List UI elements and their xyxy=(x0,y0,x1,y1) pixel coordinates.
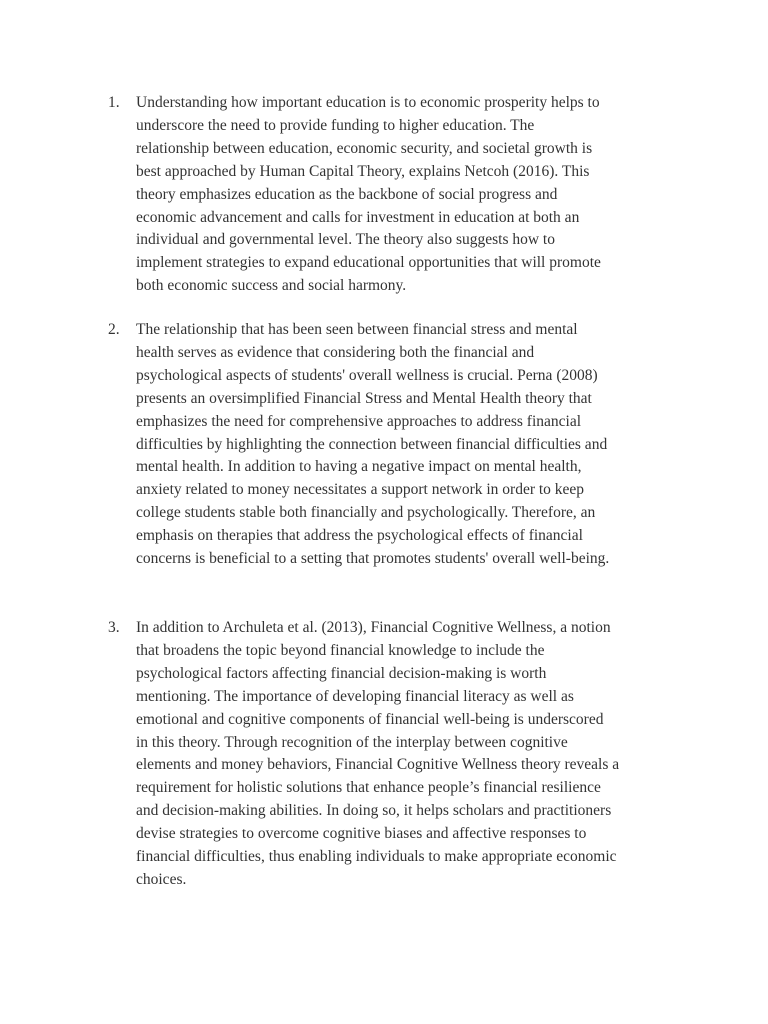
text-line: relationship between education, economic security, and societal growth is xyxy=(136,139,593,157)
text-line: health serves as evidence that considering both the financial and xyxy=(136,343,535,361)
text-line: theory emphasizes education as the backbone of social progress and xyxy=(136,185,558,203)
text-line: and decision-making abilities. In doing so, it helps scholars and practitioners xyxy=(136,802,612,820)
paragraph-text xyxy=(136,617,696,892)
text-line: requirement for holistic solutions that enhance people’s financial resilience xyxy=(136,779,601,797)
text-line: presents an oversimplified Financial Stress and Mental Health theory that xyxy=(136,389,592,407)
text-line: both economic success and social harmony. xyxy=(136,277,407,295)
text-line: psychological factors affecting financial decision-making is worth xyxy=(136,664,547,682)
text-line: emotional and cognitive components of financial well-being is underscored xyxy=(136,710,604,728)
text-line: In addition to Archuleta et al. (2013), Financial Cognitive Wellness, a notion xyxy=(136,619,611,636)
text-line: economic advancement and calls for investment in education at both an xyxy=(136,208,580,226)
text-line: emphasizes the need for comprehensive approaches to address financial xyxy=(136,412,582,430)
text-line: in this theory. Through recognition of the interplay between cognitive xyxy=(136,733,568,751)
text-line: Understanding how important education is to economic prosperity helps to xyxy=(136,94,600,111)
list-number: 1. xyxy=(108,94,120,111)
text-line: financial difficulties, thus enabling individuals to make appropriate economic xyxy=(136,848,617,866)
text-line: mentioning. The importance of developing financial literacy as well as xyxy=(136,687,574,705)
text-line: concerns is beneficial to a setting that promotes students' overall well-being. xyxy=(136,550,610,568)
text-line: best approached by Human Capital Theory, explains Netcoh (2016). This xyxy=(136,162,590,180)
text-line: elements and money behaviors, Financial Cognitive Wellness theory reveals a xyxy=(136,756,620,774)
text-line: devise strategies to overcome cognitive biases and affective responses to xyxy=(136,825,587,843)
text-line: implement strategies to expand educational opportunities that will promote xyxy=(136,254,601,272)
paragraph-text xyxy=(136,92,696,298)
text-line: choices. xyxy=(136,870,187,888)
text-line: that broadens the topic beyond financial knowledge to include the xyxy=(136,641,545,659)
text-line: difficulties by highlighting the connection between financial difficulties and xyxy=(136,435,608,453)
list-number: 2. xyxy=(108,321,120,338)
text-line: anxiety related to money necessitates a support network in order to keep xyxy=(136,481,585,499)
list-number: 3. xyxy=(108,619,120,636)
paragraph-text xyxy=(136,319,696,571)
text-line: individual and governmental level. The theory also suggests how to xyxy=(136,231,555,249)
text-line: The relationship that has been seen between financial stress and mental xyxy=(136,321,578,338)
text-line: mental health. In addition to having a negative impact on mental health, xyxy=(136,458,582,476)
text-line: underscore the need to provide funding to higher education. The xyxy=(136,116,535,134)
text-line: psychological aspects of students' overall wellness is crucial. Perna (2008) xyxy=(136,366,598,384)
text-line: emphasis on therapies that address the psychological effects of financial xyxy=(136,527,583,545)
text-line: college students stable both financially and psychologically. Therefore, an xyxy=(136,504,596,522)
